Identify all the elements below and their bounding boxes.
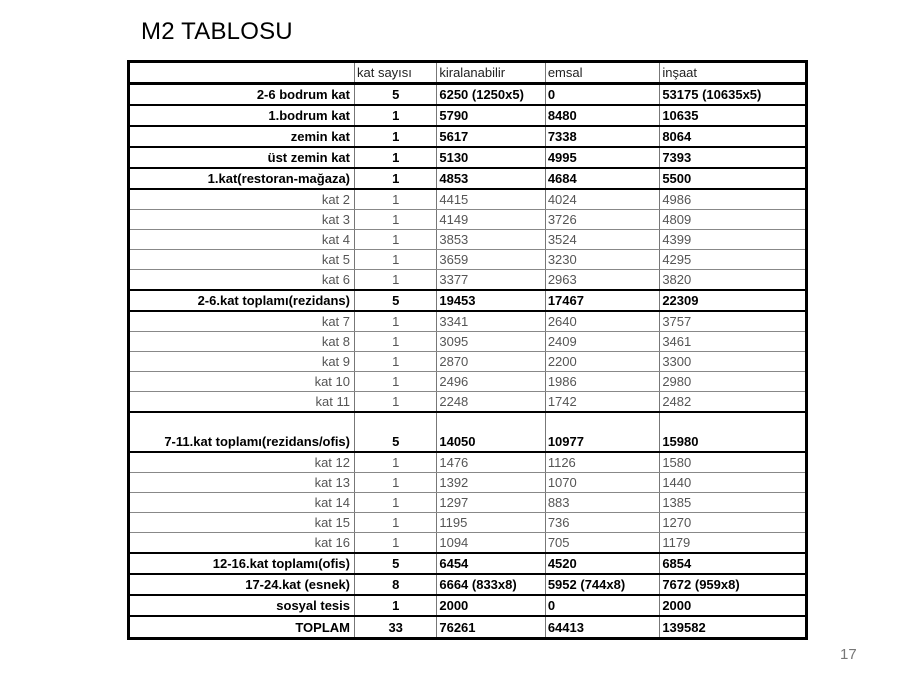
page-number: 17 bbox=[840, 646, 857, 663]
table-row bbox=[129, 168, 807, 189]
cell-floor-name: kat 4 bbox=[129, 230, 355, 250]
cell-insaat: 3461 bbox=[660, 332, 807, 352]
cell-kat-sayisi: 1 bbox=[355, 473, 437, 493]
table-row bbox=[129, 210, 807, 230]
table-row bbox=[129, 493, 807, 513]
cell-kiralanabilir: 19453 bbox=[437, 290, 545, 311]
table-row bbox=[129, 84, 807, 106]
table-row bbox=[129, 311, 807, 332]
cell-floor-name: kat 7 bbox=[129, 311, 355, 332]
cell-kat-sayisi: 1 bbox=[355, 452, 437, 473]
cell-floor-name: 12-16.kat toplamı(ofis) bbox=[129, 553, 355, 574]
cell-kiralanabilir: 76261 bbox=[437, 616, 545, 639]
cell-emsal: 3726 bbox=[545, 210, 660, 230]
m2-table bbox=[127, 60, 808, 640]
cell-kiralanabilir: 1195 bbox=[437, 513, 545, 533]
cell-floor-name: kat 14 bbox=[129, 493, 355, 513]
cell-insaat: 139582 bbox=[660, 616, 807, 639]
cell-kiralanabilir: 3095 bbox=[437, 332, 545, 352]
cell-insaat: 4295 bbox=[660, 250, 807, 270]
cell-emsal: 1070 bbox=[545, 473, 660, 493]
cell-kat-sayisi: 5 bbox=[355, 553, 437, 574]
cell-kat-sayisi: 1 bbox=[355, 270, 437, 291]
cell-emsal: 883 bbox=[545, 493, 660, 513]
cell-floor-name: kat 8 bbox=[129, 332, 355, 352]
cell-floor-name: üst zemin kat bbox=[129, 147, 355, 168]
cell-kat-sayisi: 33 bbox=[355, 616, 437, 639]
cell-kat-sayisi: 1 bbox=[355, 372, 437, 392]
table-row bbox=[129, 270, 807, 291]
table-row bbox=[129, 147, 807, 168]
slide-title: M2 TABLOSU bbox=[141, 18, 293, 45]
cell-insaat: 7672 (959x8) bbox=[660, 574, 807, 595]
cell-kat-sayisi: 1 bbox=[355, 595, 437, 616]
cell-kiralanabilir: 6454 bbox=[437, 553, 545, 574]
cell-kat-sayisi: 1 bbox=[355, 230, 437, 250]
cell-insaat: 1385 bbox=[660, 493, 807, 513]
cell-floor-name: kat 5 bbox=[129, 250, 355, 270]
cell-kat-sayisi: 1 bbox=[355, 311, 437, 332]
cell-floor-name: 1.bodrum kat bbox=[129, 105, 355, 126]
cell-kat-sayisi: 1 bbox=[355, 189, 437, 210]
cell-kiralanabilir: 14050 bbox=[437, 412, 545, 452]
cell-emsal: 0 bbox=[545, 595, 660, 616]
cell-kiralanabilir: 3659 bbox=[437, 250, 545, 270]
cell-kat-sayisi: 1 bbox=[355, 533, 437, 554]
cell-kat-sayisi: 1 bbox=[355, 332, 437, 352]
cell-kiralanabilir: 5130 bbox=[437, 147, 545, 168]
cell-floor-name: kat 16 bbox=[129, 533, 355, 554]
cell-kiralanabilir: 4415 bbox=[437, 189, 545, 210]
cell-insaat: 2000 bbox=[660, 595, 807, 616]
cell-emsal: 1986 bbox=[545, 372, 660, 392]
cell-insaat: 53175 (10635x5) bbox=[660, 84, 807, 106]
cell-emsal: 64413 bbox=[545, 616, 660, 639]
cell-insaat: 15980 bbox=[660, 412, 807, 452]
cell-kiralanabilir: 3853 bbox=[437, 230, 545, 250]
header-cell-kat-sayisi: kat sayısı bbox=[355, 62, 437, 84]
table-row bbox=[129, 392, 807, 413]
cell-emsal: 2200 bbox=[545, 352, 660, 372]
header-cell-emsal: emsal bbox=[545, 62, 660, 84]
cell-insaat: 2482 bbox=[660, 392, 807, 413]
cell-kat-sayisi: 1 bbox=[355, 352, 437, 372]
cell-emsal: 8480 bbox=[545, 105, 660, 126]
table-row bbox=[129, 290, 807, 311]
cell-emsal: 4995 bbox=[545, 147, 660, 168]
cell-insaat: 2980 bbox=[660, 372, 807, 392]
cell-floor-name: kat 3 bbox=[129, 210, 355, 230]
cell-kat-sayisi: 8 bbox=[355, 574, 437, 595]
header-cell-insaat: inşaat bbox=[660, 62, 807, 84]
cell-emsal: 736 bbox=[545, 513, 660, 533]
cell-floor-name: 2-6 bodrum kat bbox=[129, 84, 355, 106]
table-row bbox=[129, 452, 807, 473]
cell-emsal: 705 bbox=[545, 533, 660, 554]
cell-kat-sayisi: 1 bbox=[355, 513, 437, 533]
cell-kiralanabilir: 1476 bbox=[437, 452, 545, 473]
cell-floor-name: kat 12 bbox=[129, 452, 355, 473]
cell-emsal: 5952 (744x8) bbox=[545, 574, 660, 595]
table-row bbox=[129, 332, 807, 352]
cell-emsal: 1742 bbox=[545, 392, 660, 413]
table-row bbox=[129, 473, 807, 493]
cell-kiralanabilir: 2248 bbox=[437, 392, 545, 413]
cell-kiralanabilir: 4853 bbox=[437, 168, 545, 189]
cell-kat-sayisi: 1 bbox=[355, 493, 437, 513]
cell-floor-name: kat 2 bbox=[129, 189, 355, 210]
cell-emsal: 4520 bbox=[545, 553, 660, 574]
cell-insaat: 8064 bbox=[660, 126, 807, 147]
cell-floor-name: kat 13 bbox=[129, 473, 355, 493]
cell-kat-sayisi: 1 bbox=[355, 126, 437, 147]
cell-floor-name: 7-11.kat toplamı(rezidans/ofis) bbox=[129, 412, 355, 452]
cell-kat-sayisi: 5 bbox=[355, 84, 437, 106]
cell-insaat: 1179 bbox=[660, 533, 807, 554]
cell-kat-sayisi: 1 bbox=[355, 250, 437, 270]
cell-insaat: 4809 bbox=[660, 210, 807, 230]
cell-kiralanabilir: 5617 bbox=[437, 126, 545, 147]
cell-insaat: 3757 bbox=[660, 311, 807, 332]
cell-kiralanabilir: 5790 bbox=[437, 105, 545, 126]
cell-floor-name: kat 15 bbox=[129, 513, 355, 533]
cell-insaat: 1270 bbox=[660, 513, 807, 533]
cell-kat-sayisi: 1 bbox=[355, 210, 437, 230]
cell-emsal: 17467 bbox=[545, 290, 660, 311]
cell-floor-name: sosyal tesis bbox=[129, 595, 355, 616]
cell-kat-sayisi: 5 bbox=[355, 290, 437, 311]
cell-insaat: 3820 bbox=[660, 270, 807, 291]
cell-emsal: 1126 bbox=[545, 452, 660, 473]
table-row bbox=[129, 574, 807, 595]
cell-kiralanabilir: 1297 bbox=[437, 493, 545, 513]
cell-floor-name: TOPLAM bbox=[129, 616, 355, 639]
table-body bbox=[129, 84, 807, 639]
cell-floor-name: 1.kat(restoran-mağaza) bbox=[129, 168, 355, 189]
cell-insaat: 4399 bbox=[660, 230, 807, 250]
cell-kiralanabilir: 1392 bbox=[437, 473, 545, 493]
cell-emsal: 3230 bbox=[545, 250, 660, 270]
cell-kiralanabilir: 2000 bbox=[437, 595, 545, 616]
cell-emsal: 4024 bbox=[545, 189, 660, 210]
cell-emsal: 10977 bbox=[545, 412, 660, 452]
table-row bbox=[129, 189, 807, 210]
cell-emsal: 3524 bbox=[545, 230, 660, 250]
cell-floor-name: zemin kat bbox=[129, 126, 355, 147]
cell-kiralanabilir: 2870 bbox=[437, 352, 545, 372]
cell-insaat: 22309 bbox=[660, 290, 807, 311]
cell-insaat: 1440 bbox=[660, 473, 807, 493]
cell-floor-name: 2-6.kat toplamı(rezidans) bbox=[129, 290, 355, 311]
cell-insaat: 5500 bbox=[660, 168, 807, 189]
cell-kiralanabilir: 1094 bbox=[437, 533, 545, 554]
cell-kat-sayisi: 1 bbox=[355, 105, 437, 126]
table-row bbox=[129, 553, 807, 574]
cell-floor-name: kat 6 bbox=[129, 270, 355, 291]
table-row bbox=[129, 595, 807, 616]
cell-kiralanabilir: 6250 (1250x5) bbox=[437, 84, 545, 106]
cell-kat-sayisi: 5 bbox=[355, 412, 437, 452]
cell-emsal: 2963 bbox=[545, 270, 660, 291]
table-row bbox=[129, 230, 807, 250]
cell-kat-sayisi: 1 bbox=[355, 168, 437, 189]
cell-kiralanabilir: 4149 bbox=[437, 210, 545, 230]
cell-emsal: 4684 bbox=[545, 168, 660, 189]
table-row bbox=[129, 105, 807, 126]
table-row bbox=[129, 250, 807, 270]
cell-floor-name: kat 10 bbox=[129, 372, 355, 392]
cell-floor-name: kat 11 bbox=[129, 392, 355, 413]
cell-kiralanabilir: 3377 bbox=[437, 270, 545, 291]
cell-insaat: 1580 bbox=[660, 452, 807, 473]
header-cell-name bbox=[129, 62, 355, 84]
cell-floor-name: kat 9 bbox=[129, 352, 355, 372]
cell-floor-name: 17-24.kat (esnek) bbox=[129, 574, 355, 595]
cell-emsal: 2640 bbox=[545, 311, 660, 332]
cell-emsal: 2409 bbox=[545, 332, 660, 352]
cell-insaat: 6854 bbox=[660, 553, 807, 574]
table-row bbox=[129, 533, 807, 554]
table-row bbox=[129, 616, 807, 639]
cell-kat-sayisi: 1 bbox=[355, 147, 437, 168]
table-row bbox=[129, 126, 807, 147]
cell-kiralanabilir: 3341 bbox=[437, 311, 545, 332]
cell-insaat: 3300 bbox=[660, 352, 807, 372]
cell-emsal: 0 bbox=[545, 84, 660, 106]
cell-kiralanabilir: 6664 (833x8) bbox=[437, 574, 545, 595]
cell-emsal: 7338 bbox=[545, 126, 660, 147]
cell-kiralanabilir: 2496 bbox=[437, 372, 545, 392]
table-row bbox=[129, 412, 807, 452]
cell-insaat: 7393 bbox=[660, 147, 807, 168]
header-cell-kiralanabilir: kiralanabilir bbox=[437, 62, 545, 84]
table-row bbox=[129, 513, 807, 533]
table-row bbox=[129, 352, 807, 372]
table-header-row bbox=[129, 62, 807, 84]
cell-kat-sayisi: 1 bbox=[355, 392, 437, 413]
table-row bbox=[129, 372, 807, 392]
cell-insaat: 4986 bbox=[660, 189, 807, 210]
cell-insaat: 10635 bbox=[660, 105, 807, 126]
